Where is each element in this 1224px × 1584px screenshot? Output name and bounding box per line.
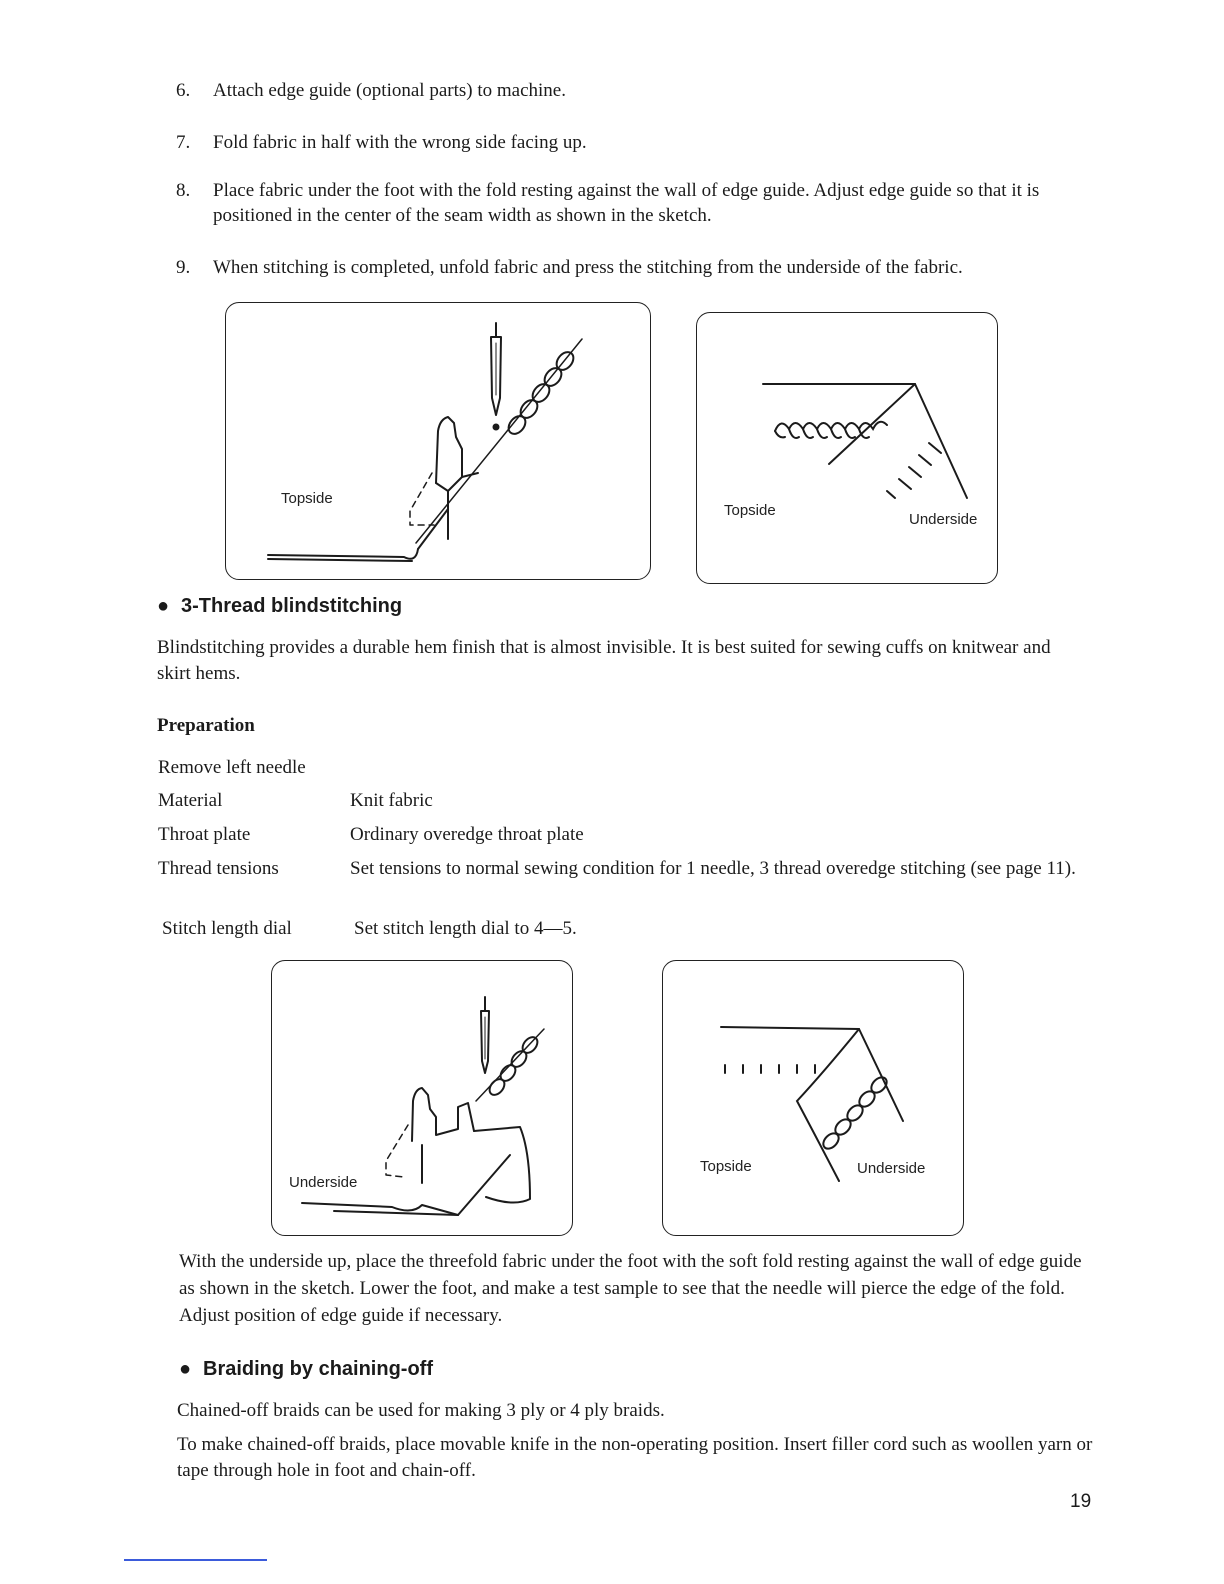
bullet-icon: ● [157, 595, 170, 617]
bullet-icon: ● [179, 1358, 192, 1380]
figure-stitch-result-top [696, 312, 998, 584]
prep-label: Throat plate [158, 824, 251, 845]
prep-value: Knit fabric [350, 790, 433, 811]
step-9 [176, 255, 1106, 281]
footer-rule [124, 1559, 267, 1561]
figure-blindstitch-result [662, 960, 964, 1236]
step-text: Place fabric under the foot with the fold resting against the wall of edge guide. Adjust edge guide so that it is positioned in the center of the seam width as shown in the sketch. [213, 180, 1040, 226]
figure-blindstitch-underside [271, 960, 573, 1236]
step-text: Fold fabric in half with the wrong side facing up. [213, 132, 587, 153]
figure-label-underside: Underside [857, 1160, 926, 1177]
page-number: 19 [1070, 1491, 1092, 1512]
blindstitching-intro: Blindstitching provides a durable hem finish that is almost invisible. It is best suited for sewing cuffs on knitwear and skirt hems. [157, 637, 1051, 684]
figure-label-topside: Topside [724, 502, 776, 519]
step-text: When stitching is completed, unfold fabric and press the stitching from the underside of the fabric. [213, 257, 963, 278]
step-8 [176, 178, 1106, 230]
figure-label: Topside [281, 490, 333, 507]
figure-label-underside: Underside [909, 511, 978, 528]
step-number: 8. [176, 180, 191, 201]
figure-label: Underside [289, 1174, 358, 1191]
section-heading-blindstitching [157, 594, 402, 618]
blindstitch-result-sketch [663, 961, 963, 1235]
heading-text: 3-Thread blindstitching [181, 595, 403, 617]
prep-row-material [158, 788, 1078, 814]
prep-label: Remove left needle [158, 757, 306, 778]
step-text: Attach edge guide (optional parts) to machine. [213, 80, 566, 101]
figure-edge-guide-topside [225, 302, 651, 580]
section-heading-braiding [179, 1357, 433, 1381]
edge-guide-sketch [226, 303, 650, 579]
step-6 [176, 78, 1106, 104]
heading-text: Braiding by chaining-off [203, 1358, 433, 1380]
figure-label-topside: Topside [700, 1158, 752, 1175]
prep-label: Material [158, 790, 223, 811]
step-number: 6. [176, 80, 191, 101]
step-number: 7. [176, 132, 191, 153]
prep-value: Set tensions to normal sewing condition for 1 needle, 3 thread overedge stitching (see page 11). [350, 858, 1076, 879]
prep-label: Thread tensions [158, 858, 279, 879]
step-number: 9. [176, 257, 191, 278]
prep-row-stitch-length [162, 916, 1082, 942]
blindstitching-instruction: With the underside up, place the threefold fabric under the foot with the soft fold resting against the wall of edge guide as shown in the sketch. Lower the foot, and make a test sample to see that the needle will pierce the edge of the fold. Adjust position of edge guide if necessary. [179, 1251, 1082, 1326]
stitch-result-sketch [697, 313, 997, 583]
preparation-title: Preparation [157, 715, 255, 736]
prep-row-remove-needle [158, 755, 1078, 781]
braiding-paragraph-2: To make chained-off braids, place movable knife in the non-operating position. Insert filler cord such as woollen yarn or tape through hole in foot and chain-off. [177, 1434, 1093, 1481]
prep-value: Set stitch length dial to 4—5. [354, 918, 577, 939]
prep-label: Stitch length dial [162, 918, 292, 939]
prep-row-throat-plate [158, 822, 1078, 848]
prep-row-thread-tensions [158, 856, 1078, 908]
step-7 [176, 130, 1106, 156]
prep-value: Ordinary overedge throat plate [350, 824, 584, 845]
blindstitch-sketch [272, 961, 572, 1235]
braiding-paragraph-1: Chained-off braids can be used for making 3 ply or 4 ply braids. [177, 1400, 665, 1421]
